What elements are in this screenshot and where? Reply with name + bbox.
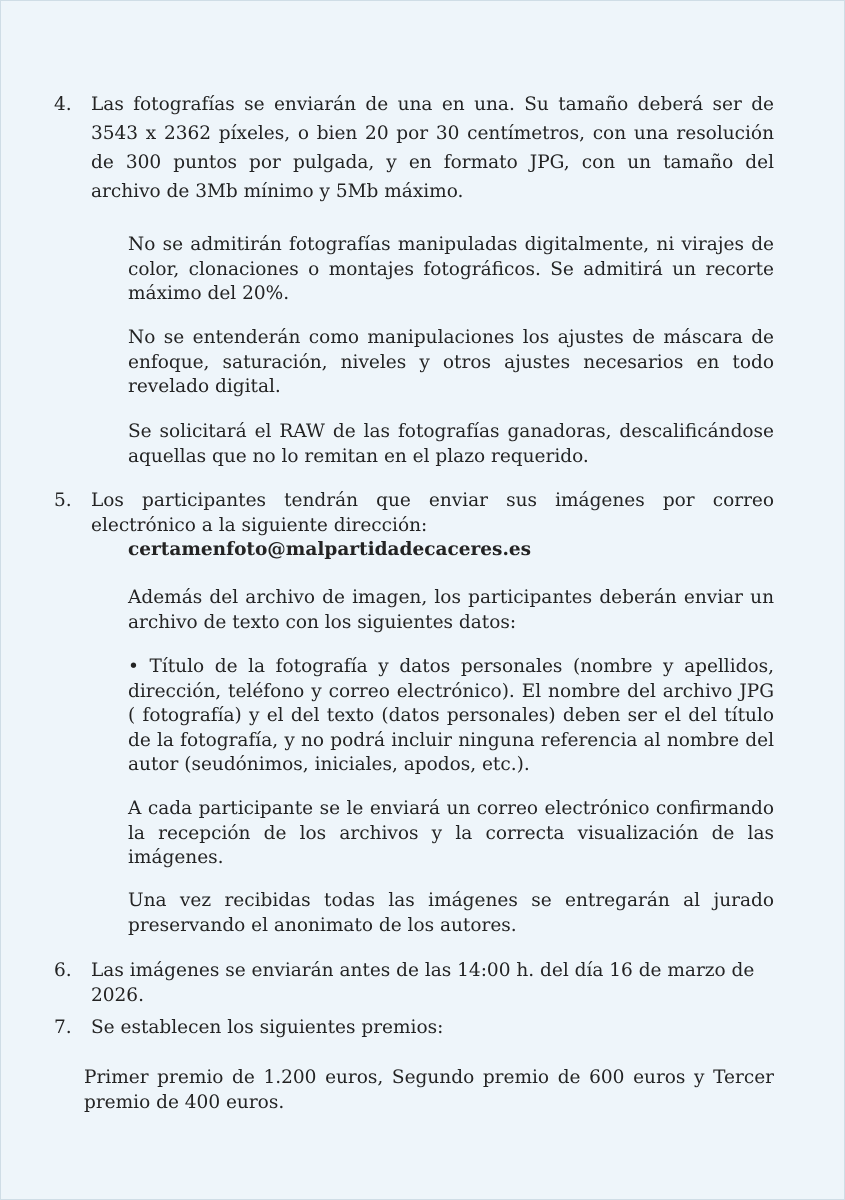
rule-5-paragraph-4: Una vez recibidas todas las imágenes se entregarán al jurado preservando el anonimato de los autores.	[128, 890, 774, 936]
rule-5	[54, 489, 774, 538]
rule-6	[54, 959, 774, 1008]
rule-text: Las fotografías se enviarán de una en una. Su tamaño deberá ser de 3543 x 2362 píxeles, o bien 20 por 30 centímetros, con una resolución de 300 puntos por pulgada, y en formato JPG, con un tamaño del archivo de 3Mb mínimo y 5Mb máximo.	[91, 94, 774, 202]
rule-text: Las imágenes se enviarán antes de las 14:00 h. del día 16 de marzo de 2026.	[91, 960, 755, 1006]
rule-4-paragraph-2: No se entenderán como manipulaciones los ajustes de máscara de enfoque, saturación, niveles y otros ajustes necesarios en todo revelado digital.	[128, 327, 774, 397]
rule-number: 6.	[54, 960, 72, 981]
rule-text: Los participantes tendrán que enviar sus imágenes por correo electrónico a la siguiente dirección:	[91, 490, 774, 536]
rule-7	[54, 1016, 774, 1041]
rule-4-paragraph-3: Se solicitará el RAW de las fotografías ganadoras, descalificándose aquellas que no lo remitan en el plazo requerido.	[128, 421, 774, 467]
rule-4-paragraph-1: No se admitirán fotografías manipuladas digitalmente, ni virajes de color, clonaciones o montajes fotográficos. Se admitirá un recorte máximo del 20%.	[128, 234, 774, 304]
rule-number: 5.	[54, 490, 72, 511]
rule-text: Se establecen los siguientes premios:	[91, 1017, 444, 1038]
contact-email[interactable]: certamenfoto@malpartidadecaceres.es	[128, 539, 532, 560]
rule-5-paragraph-1: Además del archivo de imagen, los participantes deberán enviar un archivo de texto con los siguientes datos:	[128, 587, 774, 633]
rule-number: 7.	[54, 1017, 72, 1038]
rule-number: 4.	[54, 94, 72, 115]
rule-4	[54, 90, 774, 206]
rule-5-paragraph-3: A cada participante se le enviará un correo electrónico confirmando la recepción de los archivos y la correcta visualización de las imágenes.	[128, 798, 774, 868]
rule-5-paragraph-2: • Título de la fotografía y datos personales (nombre y apellidos, dirección, teléfono y correo electrónico). El nombre del archivo JPG ( fotografía) y el del texto (datos personales) deben ser el del título de la fotografía, y no podrá incluir ninguna referencia al nombre del autor (seudónimos, iniciales, apodos, etc.).	[128, 656, 774, 775]
prizes-text: Primer premio de 1.200 euros, Segundo premio de 600 euros y Tercer premio de 400 euros.	[84, 1067, 774, 1113]
